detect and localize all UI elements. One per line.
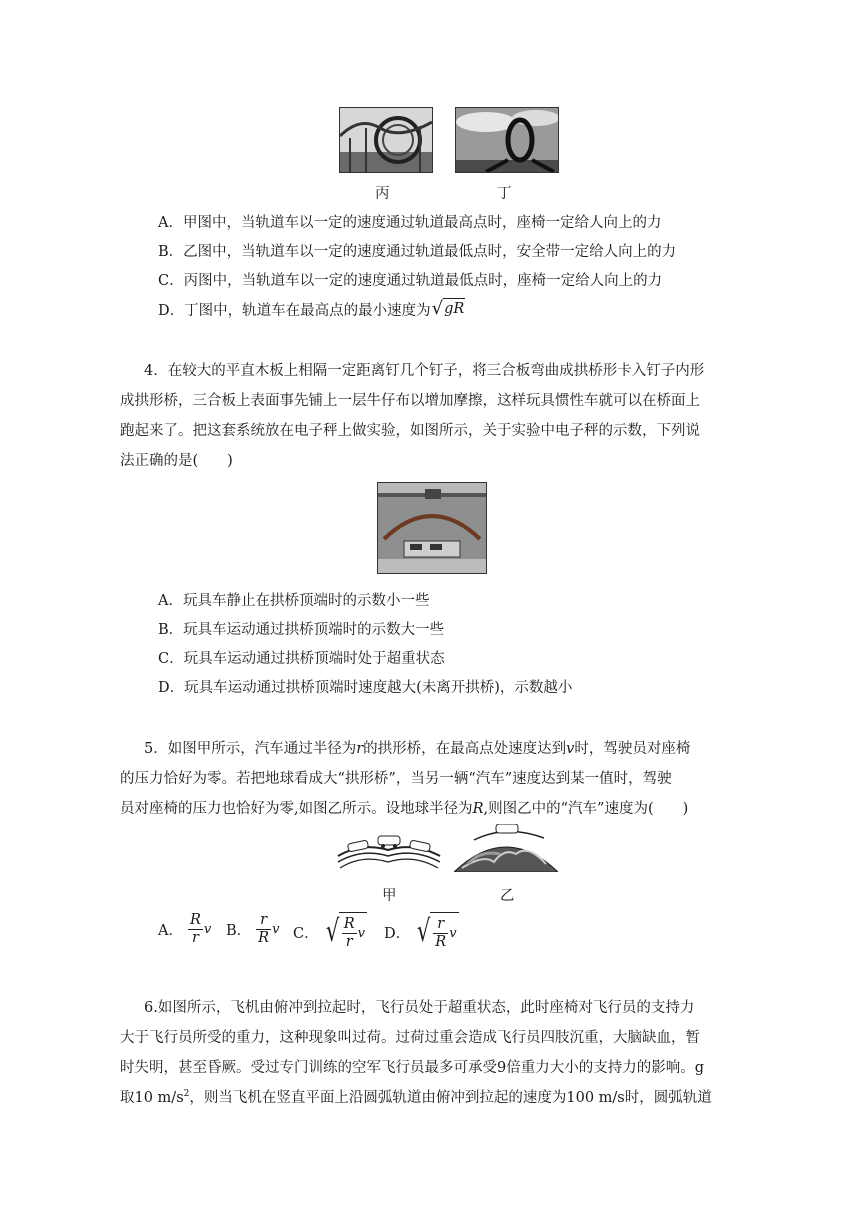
arch-bridge-scale-photo (377, 482, 487, 574)
numerator: R (189, 912, 201, 928)
fraction (342, 916, 357, 951)
q5-stem-line-1 (144, 737, 690, 758)
q4-stem-line-2: 成拱形桥，三合板上表面事先铺上一层牛仔布以增加摩擦，这样玩具惯性车就可以在桥面上 (120, 393, 700, 409)
q5-line3-part-a: 员对座椅的压力也恰好为零,如图乙所示。设地球半径为 (120, 801, 473, 817)
denominator: r (345, 934, 353, 950)
q4-stem-line-1: 4．在较大的平直木板上相隔一定距离钉几个钉子，将三合板弯曲成拱桥形卡入钉子内形 (144, 363, 705, 379)
var-v: v (566, 741, 575, 757)
denominator: r (191, 930, 199, 946)
q3-option-c: C．丙图中，当轨道车以一定的速度通过轨道最低点时，座椅一定给人向上的力 (158, 273, 663, 289)
q5-option-c (293, 912, 367, 952)
sqrt: √ $\frac{R}{r}$ v (325, 914, 366, 950)
q4-option-d: D．玩具车运动通过拱桥顶端时速度越大(未离开拱桥)，示数越小 (158, 680, 573, 696)
q3-option-b: B．乙图中，当轨道车以一定的速度通过轨道最低点时，安全带一定给人向上的力 (158, 244, 677, 260)
numerator: R (343, 916, 355, 932)
q5-option-d (384, 912, 459, 952)
var-v: v (203, 922, 212, 937)
q5-option-a-label: A． (158, 923, 183, 939)
q3-option-d-text: D．丁图中，轨道车在最高点的最小速度为 (158, 302, 431, 319)
earth-car-diagram-yi (454, 824, 558, 872)
superscript-2: 2 (183, 1089, 190, 1100)
numerator: r (256, 912, 271, 930)
q6-stem-line-4 (120, 1086, 712, 1107)
var-v: v (449, 926, 457, 941)
q4-option-a: A．玩具车静止在拱桥顶端时的示数小一些 (158, 593, 430, 609)
q5-option-d-label: D． (384, 925, 411, 942)
q5-line3-part-b: ,则图乙中的“汽车”速度为( ) (483, 801, 689, 817)
q6-line4-part-a: 取10 m/s (120, 1090, 184, 1106)
q5-stem-line-2: 的压力恰好为零。若把地球看成大“拱形桥”，当另一辆“汽车”速度达到某一值时，驾驶 (120, 771, 672, 787)
q5-line1-part-a: 5．如图甲所示，汽车通过半径为 (144, 741, 357, 757)
q3-option-d (158, 298, 465, 320)
q5-option-b (226, 912, 279, 947)
fraction (256, 912, 271, 947)
q5-option-c-label: C． (293, 925, 319, 942)
q5-option-b-label: B． (226, 923, 252, 939)
q6-stem-line-2: 大于飞行员所受的重力，这种现象叫过荷。过荷过重会造成飞行员四肢沉重，大脑缺血，暂 (120, 1030, 700, 1046)
roller-coaster-photo-bing (339, 107, 433, 173)
caption-jia: 甲 (382, 888, 397, 904)
caption-bing: 丙 (375, 186, 390, 202)
sqrt: √ $\frac{r}{R}$ v (417, 914, 457, 950)
q5-option-a (158, 912, 211, 947)
caption-yi: 乙 (500, 888, 515, 904)
denominator: R (258, 930, 270, 946)
bridge-cars-diagram-jia (334, 828, 444, 872)
denominator: R (435, 934, 447, 950)
caption-ding: 丁 (497, 186, 512, 202)
var-R: R (472, 801, 484, 817)
q6-stem-line-3: 时失明，甚至昏厥。受过专门训练的空军飞行员最多可承受9倍重力大小的支持力的影响。g (120, 1060, 705, 1076)
q4-option-b: B．玩具车运动通过拱桥顶端时的示数大一些 (158, 622, 445, 638)
roller-coaster-photo-ding (455, 107, 559, 173)
var-v: v (357, 926, 366, 941)
q5-line1-part-b: 的拱形桥，在最高点处速度达到 (363, 741, 567, 757)
q4-stem-line-4: 法正确的是( ) (120, 453, 233, 469)
fraction (433, 916, 448, 951)
var-r: r (356, 741, 364, 757)
var-v: v (272, 922, 280, 937)
q5-line1-part-c: 时，驾驶员对座椅 (574, 741, 691, 757)
numerator: r (433, 916, 448, 934)
q6-line4-part-b: ，则当飞机在竖直平面上沿圆弧轨道由俯冲到拉起的速度为100 m/s时，圆弧轨道 (189, 1090, 712, 1106)
q3-option-a: A．甲图中，当轨道车以一定的速度通过轨道最高点时，座椅一定给人向上的力 (158, 215, 662, 231)
q3-option-d-math: gR (443, 298, 465, 320)
fraction (188, 912, 203, 947)
q6-stem-line-1: 6.如图所示，飞机由俯冲到拉起时，飞行员处于超重状态，此时座椅对飞行员的支持力 (144, 1000, 695, 1016)
q4-option-c: C．玩具车运动通过拱桥顶端时处于超重状态 (158, 651, 445, 667)
q5-stem-line-3 (120, 797, 688, 818)
q4-stem-line-3: 跑起来了。把这套系统放在电子秤上做实验，如图所示，关于实验中电子秤的示数，下列说 (120, 423, 700, 439)
sqrt-gR: √ gR (431, 298, 465, 319)
